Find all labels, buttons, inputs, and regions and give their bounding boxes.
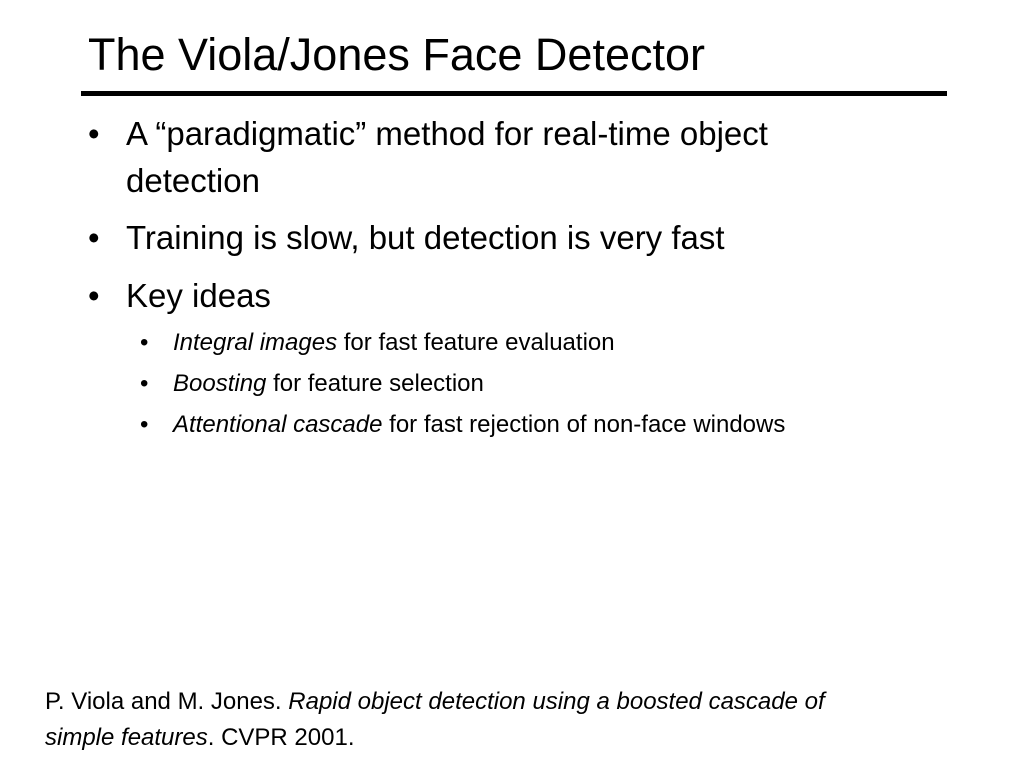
sub-bullet-rest: for feature selection <box>266 370 484 397</box>
sub-bullet-text <box>173 367 484 401</box>
citation-venue: . CVPR 2001. <box>207 724 355 751</box>
paper-citation <box>45 684 1005 756</box>
sub-bullet-marker: • <box>140 370 149 397</box>
title-underline <box>81 91 947 96</box>
sub-bullet-emphasis: Boosting <box>173 370 267 397</box>
sub-bullet-emphasis: Integral images <box>173 329 338 356</box>
sub-bullet-text <box>173 326 615 360</box>
sub-bullet-marker: • <box>140 411 149 438</box>
sub-bullet-rest: for fast feature evaluation <box>337 329 615 356</box>
bullet-marker: • <box>88 277 100 314</box>
bullet-text: Key ideas <box>126 277 271 314</box>
bullet-marker: • <box>88 219 100 256</box>
sub-bullet-text <box>173 408 785 442</box>
bullet-text: A “paradigmatic” method for real-time object <box>126 115 768 152</box>
sub-bullet-marker: • <box>140 329 149 356</box>
slide-title: The Viola/Jones Face Detector <box>88 29 705 80</box>
citation-title-part2: simple features <box>45 724 208 751</box>
bullet-text: Training is slow, but detection is very fast <box>126 219 725 256</box>
bullet-marker: • <box>88 115 100 152</box>
sub-bullet-emphasis: Attentional cascade <box>173 411 383 438</box>
bullet-text: detection <box>126 162 260 199</box>
citation-authors: P. Viola and M. Jones. <box>45 688 289 715</box>
sub-bullet-rest: for fast rejection of non-face windows <box>382 411 786 438</box>
citation-title-part1: Rapid object detection using a boosted cascade of <box>288 688 825 715</box>
